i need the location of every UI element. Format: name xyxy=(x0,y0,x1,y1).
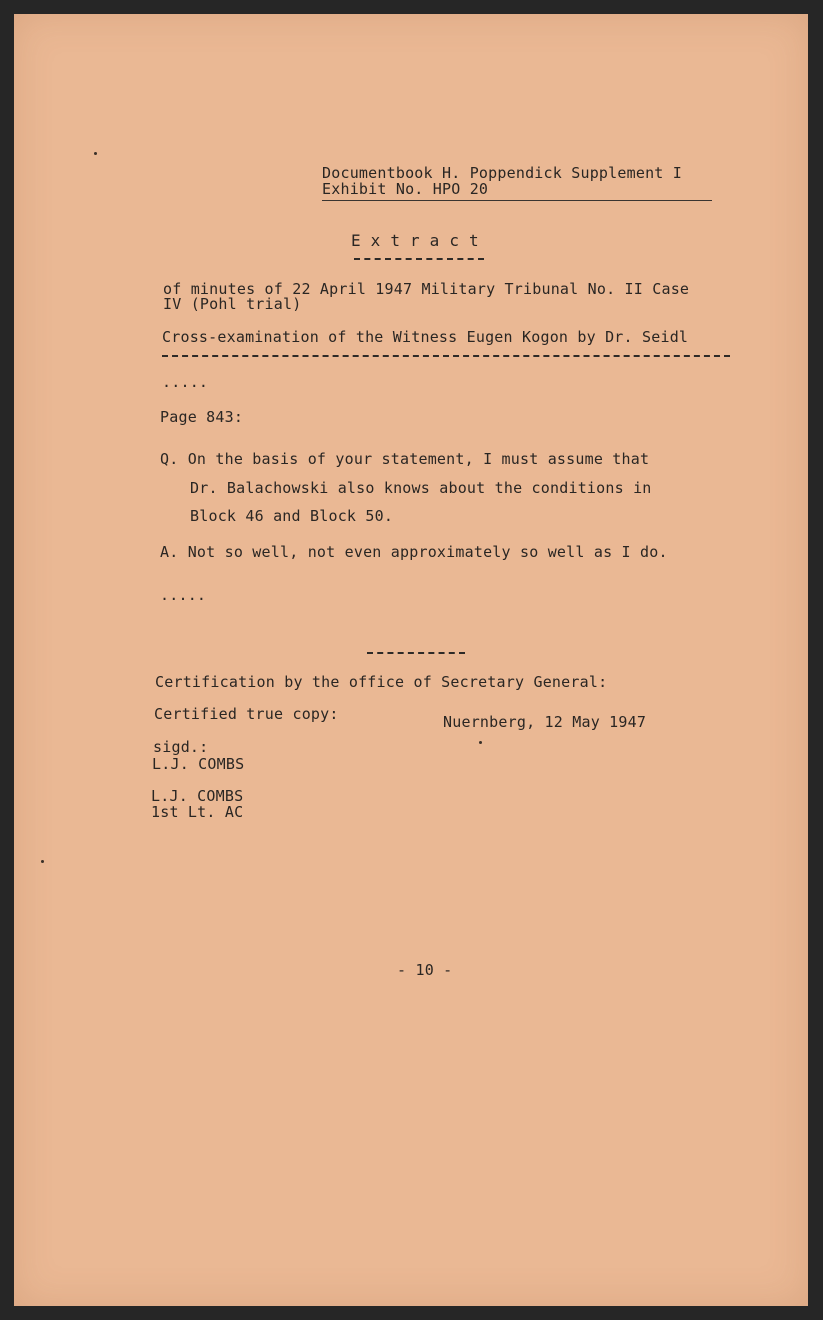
ellipsis-bottom: ..... xyxy=(160,586,207,604)
paper-speck xyxy=(479,741,482,744)
question-line-3: Block 46 and Block 50. xyxy=(190,507,394,525)
extract-title: E x t r a c t xyxy=(351,231,479,250)
question-line-2: Dr. Balachowski also knows about the conditions in xyxy=(190,479,652,497)
section-separator xyxy=(367,652,465,654)
place-and-date: Nuernberg, 12 May 1947 xyxy=(443,713,647,731)
officer-rank: 1st Lt. AC xyxy=(151,803,244,821)
heading-underline xyxy=(162,355,730,357)
exhibit-underline xyxy=(322,200,712,201)
ellipsis-top: ..... xyxy=(162,373,209,391)
intro-line-2: IV (Pohl trial) xyxy=(163,295,302,313)
page-number: - 10 - xyxy=(397,961,453,979)
question-line-1: Q. On the basis of your statement, I must assume that xyxy=(160,450,650,468)
paper-speck xyxy=(94,152,97,155)
paper-speck xyxy=(41,860,44,863)
officer-name: L.J. COMBS xyxy=(151,787,244,805)
answer-line: A. Not so well, not even approximately so well as I do. xyxy=(160,543,668,561)
cross-examination-heading: Cross-examination of the Witness Eugen Kogon by Dr. Seidl xyxy=(162,328,689,346)
paper-page xyxy=(14,14,808,1306)
documentbook-header: Documentbook H. Poppendick Supplement I xyxy=(322,164,682,182)
signed-name: L.J. COMBS xyxy=(152,755,245,773)
page-reference: Page 843: xyxy=(160,408,244,426)
signed-label: sigd.: xyxy=(153,738,209,756)
certification-heading: Certification by the office of Secretary General: xyxy=(155,673,608,691)
certified-true-copy: Certified true copy: xyxy=(154,705,339,723)
intro-line-1: of minutes of 22 April 1947 Military Tribunal No. II Case xyxy=(163,280,690,298)
title-underline xyxy=(354,258,484,260)
exhibit-number: Exhibit No. HPO 20 xyxy=(322,180,489,198)
